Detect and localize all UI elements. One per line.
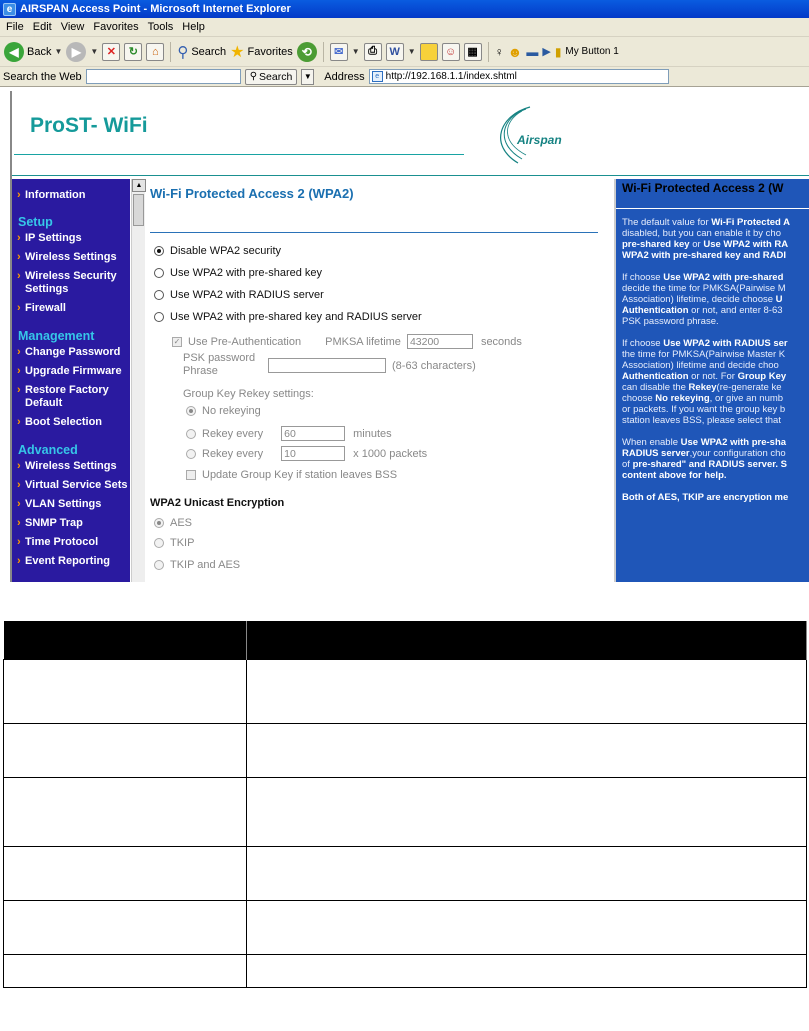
no-rekey-row[interactable] (186, 405, 261, 417)
radio-radius[interactable] (154, 290, 164, 300)
search-button[interactable] (177, 43, 226, 61)
help-line (622, 305, 809, 316)
help-line (622, 360, 809, 371)
help-line (622, 492, 809, 503)
play-icon[interactable]: ▶ (542, 46, 551, 58)
table-cell (247, 900, 807, 954)
toolbar-separator (170, 42, 171, 62)
help-text: Rekey (688, 382, 717, 393)
radio-psk[interactable] (154, 268, 164, 278)
table-cell (4, 723, 247, 777)
table-cell (4, 659, 247, 723)
sidebar-item-boot-selection[interactable]: › Boot Selection (12, 416, 130, 429)
option-radius-label: Use WPA2 with RADIUS server (170, 289, 324, 301)
help-line (622, 239, 809, 250)
help-line (622, 217, 809, 228)
help-text: When enable (622, 437, 681, 448)
help-text: If choose (622, 272, 664, 283)
rekey-minutes-unit: minutes (353, 427, 392, 440)
help-text: Group Key (737, 371, 787, 382)
help-text: disabled, but you can enable it by cho (622, 228, 781, 239)
header-divider (14, 154, 464, 155)
edit-icon[interactable]: W (386, 43, 404, 61)
help-text: ,your configuration cho (689, 448, 786, 459)
help-text: Use WPA2 with pre-sha (680, 437, 787, 448)
option-psk-radius-label: Use WPA2 with pre-shared key and RADIUS server (170, 311, 422, 323)
help-line (622, 349, 809, 360)
sidebar-item-events[interactable]: › Event Reporting (12, 555, 130, 568)
help-line (622, 294, 809, 305)
radio-rekey-minutes[interactable] (186, 429, 196, 439)
rekey-minutes-input[interactable]: 60 (281, 426, 345, 441)
help-paragraph (622, 217, 809, 261)
table-row (4, 777, 807, 846)
enc-tkip-label: TKIP (170, 537, 195, 549)
print-icon[interactable]: ⎙ (364, 43, 382, 61)
search-web-button[interactable] (245, 69, 298, 85)
window-title: AIRSPAN Access Point - Microsoft Internet Explorer (20, 3, 291, 15)
pmksa-input[interactable]: 43200 (407, 334, 473, 349)
help-text: Use WPA2 with RADIUS ser (663, 338, 788, 349)
help-text: RADIUS server (622, 448, 690, 459)
help-text: of (622, 459, 633, 470)
favorites-label: Favorites (247, 45, 293, 58)
help-rule (616, 208, 809, 209)
help-line (622, 404, 809, 415)
table-row (4, 659, 807, 723)
help-text: can disable the (622, 382, 689, 393)
help-text: U (775, 294, 783, 305)
chevron-down-icon: ▼ (54, 47, 63, 56)
help-text: or packets. If you want the group key b (622, 404, 786, 415)
sidebar-item-information[interactable]: › Information (12, 189, 130, 202)
scroll-thumb[interactable] (133, 194, 144, 226)
help-text: (re-generate ke (716, 382, 782, 393)
help-line (622, 283, 809, 294)
forward-button[interactable]: ▶ (66, 42, 86, 62)
help-line (622, 437, 809, 448)
option-disable[interactable] (154, 245, 281, 257)
table-cell (4, 954, 247, 987)
radio-aes[interactable] (154, 518, 164, 528)
toolbar-separator (488, 42, 489, 62)
help-text: Authentication (622, 305, 689, 316)
search-icon: ⚲ (177, 43, 189, 61)
enc-tkip-aes-label: TKIP and AES (170, 559, 241, 571)
search-icon: ⚲ (249, 71, 258, 82)
menu-tools[interactable]: Tools (147, 21, 174, 33)
rekey-heading: Group Key Rekey settings: (183, 388, 314, 400)
help-text: Use WPA2 with RA (703, 239, 789, 250)
preauth-checkbox[interactable]: ✓ (173, 337, 181, 346)
no-rekey-label: No rekeying (202, 405, 261, 417)
help-text: The default value for (622, 217, 712, 228)
update-gk-checkbox[interactable] (186, 470, 196, 480)
help-line (622, 470, 809, 481)
table-cell (4, 846, 247, 900)
pmksa-unit: seconds (480, 335, 522, 348)
sidebar-scrollbar[interactable] (131, 179, 145, 582)
help-line (622, 371, 809, 382)
home-icon[interactable]: ⌂ (146, 43, 164, 61)
table-cell (4, 900, 247, 954)
page-icon: e (372, 71, 383, 82)
header-bottom-rule (12, 175, 809, 176)
help-text: choose (622, 393, 656, 404)
radio-rekey-packets[interactable] (186, 449, 196, 459)
address-input[interactable] (369, 69, 669, 84)
address-url: http://192.168.1.1/index.shtml (385, 71, 517, 82)
help-line (622, 459, 809, 470)
table-header-row (4, 621, 807, 659)
sidebar-item-firewall[interactable]: › Firewall (12, 302, 130, 315)
psk-hint: (8-63 characters) (392, 360, 476, 372)
back-button[interactable] (4, 42, 62, 62)
help-text: Wi-Fi Protected A (711, 217, 790, 228)
rekey-minutes-row[interactable] (186, 426, 392, 441)
history-icon[interactable]: ⟲ (297, 42, 317, 62)
table-header-cell (4, 621, 247, 659)
help-text: or (689, 239, 704, 250)
chevron-down-icon: ▼ (90, 47, 99, 56)
sidebar-head-management: Management (18, 329, 95, 343)
sidebar-item-ip-settings[interactable]: › IP Settings (12, 232, 130, 245)
table-cell (247, 659, 807, 723)
option-radius[interactable] (154, 289, 324, 301)
sidebar-item-restore-factory[interactable]: › Restore Factory Default (12, 384, 117, 410)
table-row (4, 723, 807, 777)
sidebar (12, 179, 130, 582)
help-paragraph (622, 437, 809, 481)
help-line (622, 338, 809, 349)
sidebar-item-vlan[interactable]: › VLAN Settings (12, 498, 130, 511)
smiley-icon[interactable]: ☻ (507, 43, 523, 60)
document-table (3, 621, 807, 988)
help-line (622, 272, 809, 283)
menu-help[interactable]: Help (182, 21, 205, 33)
chevron-down-icon: ▼ (351, 47, 360, 56)
sidebar-item-upgrade-firmware[interactable]: › Upgrade Firmware (12, 365, 130, 378)
radio-no-rekey[interactable] (186, 406, 196, 416)
menu-edit[interactable]: Edit (32, 21, 52, 33)
product-logo: ProST- WiFi (30, 114, 148, 137)
help-line (622, 316, 809, 327)
unicast-heading: WPA2 Unicast Encryption (150, 497, 285, 509)
table-cell (247, 846, 807, 900)
option-psk[interactable] (154, 267, 322, 279)
update-gk-row[interactable] (186, 469, 397, 481)
monitor-icon[interactable]: ▬ (526, 44, 539, 59)
help-text: pre-shared" and RADIUS server. S (632, 459, 788, 470)
table-cell (247, 954, 807, 987)
phone-icon[interactable]: ▮ (554, 44, 562, 59)
help-panel (614, 179, 809, 582)
help-text: Authentication (622, 371, 689, 382)
search-web-label: Search the Web (3, 70, 82, 83)
browser-content (10, 91, 809, 582)
toolbar-separator (323, 42, 324, 62)
enc-aes-label: AES (170, 517, 193, 529)
chevron-down-icon: ▼ (407, 47, 416, 56)
favorites-button[interactable] (230, 42, 293, 62)
toolbar (0, 37, 809, 67)
help-text: or not. For (688, 371, 738, 382)
sidebar-head-advanced: Advanced (18, 443, 78, 457)
brand-logo: Airspan (517, 133, 562, 147)
help-text: PSK password phrase. (622, 316, 719, 327)
rekey-minutes-label: Rekey every (202, 427, 264, 440)
messenger-icon[interactable]: ☺ (442, 43, 460, 61)
title-rule (150, 232, 598, 233)
help-paragraph (622, 272, 809, 327)
scroll-up-arrow-icon[interactable]: ▲ (132, 179, 146, 192)
radio-tkip[interactable] (154, 538, 164, 548)
address-bar (0, 67, 809, 87)
table-header-cell (247, 621, 807, 659)
rekey-packets-row[interactable] (186, 446, 427, 461)
research-icon[interactable]: ▦ (464, 43, 482, 61)
help-line (622, 415, 809, 426)
preauth-row (172, 334, 522, 349)
help-text: , or give an numb (709, 393, 784, 404)
help-text: pre-shared key (622, 239, 690, 250)
help-text: the time for PMKSA(Pairwise Master K (622, 349, 786, 360)
help-text: Use WPA2 with pre-shared (663, 272, 784, 283)
help-line (622, 250, 809, 261)
rekey-packets-label: Rekey every (202, 447, 264, 460)
refresh-icon[interactable]: ↻ (124, 43, 142, 61)
radio-psk-radius[interactable] (154, 312, 164, 322)
sidebar-item-vss[interactable]: › Virtual Service Sets (12, 479, 130, 492)
help-line (622, 448, 809, 459)
sidebar-item-time[interactable]: › Time Protocol (12, 536, 130, 549)
help-text: No rekeying (655, 393, 710, 404)
sidebar-item-wireless-security[interactable]: › Wireless Security Settings (12, 270, 122, 296)
sidebar-item-change-password[interactable]: › Change Password (12, 346, 130, 359)
table-row (4, 954, 807, 987)
psk-label (183, 352, 255, 378)
star-icon: ★ (230, 43, 245, 61)
ie-icon: e (3, 3, 16, 16)
help-line (622, 382, 809, 393)
menu-view[interactable]: View (60, 21, 85, 33)
enc-aes-row[interactable] (154, 517, 192, 529)
rekey-packets-unit: x 1000 packets (353, 447, 428, 460)
help-text: or not, and enter 8-63 (688, 305, 783, 316)
table-row (4, 900, 807, 954)
help-text: WPA2 with pre-shared key and RADI (622, 250, 786, 261)
help-title: Wi-Fi Protected Access 2 (W (622, 181, 784, 195)
address-label: Address (324, 70, 365, 83)
psk-label-line2: Phrase (183, 365, 218, 377)
back-label: Back (27, 45, 52, 58)
page-header (12, 91, 809, 176)
table-cell (247, 723, 807, 777)
help-paragraph (622, 338, 809, 426)
help-text: content above for help. (622, 470, 727, 481)
option-disable-label: Disable WPA2 security (170, 245, 282, 257)
update-gk-label: Update Group Key if station leaves BSS (202, 469, 398, 481)
mail-icon[interactable]: ✉ (330, 43, 348, 61)
search-dropdown[interactable]: ▼ (301, 69, 314, 85)
help-body (622, 217, 809, 503)
help-line (622, 228, 809, 239)
enc-tkip-aes-row[interactable] (154, 559, 240, 571)
help-text: Association) lifetime and decide choo (622, 360, 779, 371)
help-text: station leaves BSS, please select that (622, 415, 781, 426)
psk-input[interactable] (268, 358, 386, 373)
pmksa-label: PMKSA lifetime (325, 335, 401, 348)
main-panel (150, 179, 612, 582)
psk-label-line1: PSK password (183, 352, 256, 364)
help-text: decide the time for PMKSA(Pairwise M (622, 283, 786, 294)
my-button[interactable] (565, 46, 618, 57)
enc-tkip-row[interactable] (154, 537, 194, 549)
back-arrow-icon: ◀ (4, 42, 24, 62)
radio-tkip-aes[interactable] (154, 560, 164, 570)
preauth-label: Use Pre-Authentication (188, 335, 302, 348)
sidebar-item-adv-wireless[interactable]: › Wireless Settings (12, 460, 130, 473)
sidebar-item-wireless-settings[interactable]: › Wireless Settings (12, 251, 130, 264)
rekey-packets-input[interactable]: 10 (281, 446, 345, 461)
folder-icon[interactable] (420, 43, 438, 61)
help-paragraph (622, 492, 809, 503)
search-label: Search (191, 45, 227, 58)
search-web-input[interactable] (86, 69, 241, 84)
page-title: Wi-Fi Protected Access 2 (WPA2) (150, 186, 354, 201)
table-row (4, 846, 807, 900)
help-text: If choose (622, 338, 664, 349)
radio-disable[interactable] (154, 246, 164, 256)
table-cell (247, 777, 807, 846)
search-web-button-label: Search (259, 70, 293, 83)
my-button-label: My Button 1 (565, 46, 619, 57)
menu-favorites[interactable]: Favorites (93, 21, 139, 33)
bulb-icon[interactable]: ♀ (494, 44, 504, 59)
table-cell (4, 777, 247, 846)
help-text: Both of AES, TKIP are encryption me (622, 492, 789, 503)
option-psk-radius[interactable] (154, 311, 422, 323)
sidebar-head-setup: Setup (18, 215, 53, 229)
window-titlebar (0, 0, 809, 18)
sidebar-item-snmp[interactable]: › SNMP Trap (12, 517, 130, 530)
help-text: Association) lifetime, decide choose (622, 294, 776, 305)
option-psk-label: Use WPA2 with pre-shared key (170, 267, 323, 279)
stop-icon[interactable]: ✕ (102, 43, 120, 61)
help-line (622, 393, 809, 404)
menu-bar (0, 18, 809, 37)
menu-file[interactable]: File (6, 21, 24, 33)
